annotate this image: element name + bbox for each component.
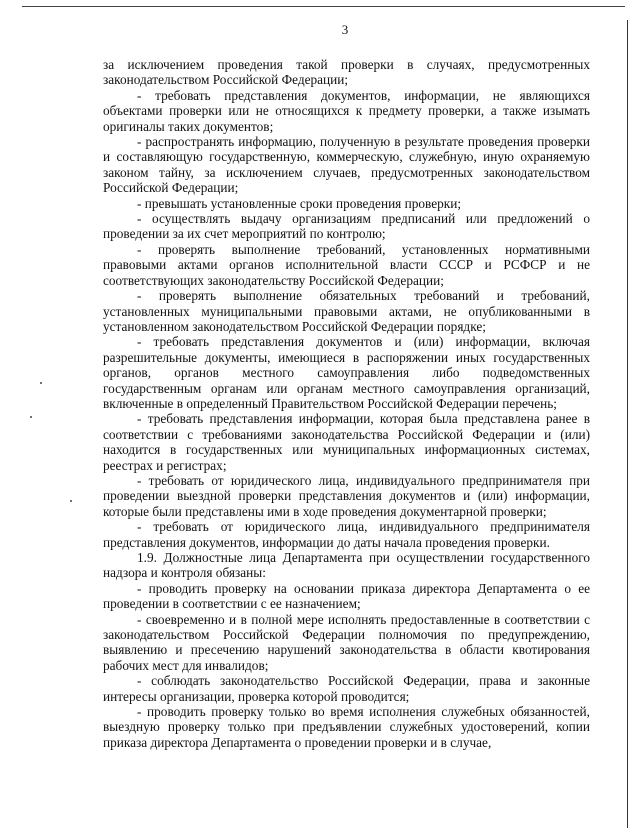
paragraph: 1.9. Должностные лица Департамента при осуществлении государственного надзора и контроля обязаны:	[103, 550, 590, 581]
paragraph: - требовать представления документов, информации, не являющихся объектами проверки или не относящихся к предмету проверки, а также изымать оригиналы таких документов;	[103, 87, 590, 134]
page-number: 3	[341, 22, 349, 37]
paragraph: - проверять выполнение обязательных требований и требований, установленных муниципальными правовыми актами, не опубликованными в установленном законодательством Российской Федерации порядке;	[103, 288, 590, 334]
paragraph: - превышать установленные сроки проведения проверки;	[137, 195, 462, 211]
paragraph: - проводить проверку только во время исполнения служебных обязанностей, выездную проверку только при предъявлении служебных удостоверений, копии приказа директора Департамента о проведении проверки и в случае,	[103, 704, 590, 750]
body-text	[103, 57, 590, 750]
paragraph: - осуществлять выдачу организациям предписаний или предложений о проведении за их счет мероприятий по контролю;	[103, 211, 590, 242]
paragraph: - своевременно и в полной мере исполнять предоставленные в соответствии с законодательством Российской Федерации полномочия по предупреждению, выявлению и пресечению нарушений законодательства в области квотирования рабочих мест для инвалидов;	[103, 611, 590, 673]
paragraph: - соблюдать законодательство Российской Федерации, права и законные интересы организации, проверка которой проводится;	[103, 673, 590, 704]
paragraph: - требовать от юридического лица, индивидуального предпринимателя при проведении выездной проверки представления документов и (или) информации, которые были представлены ими в ходе проведения документарной проверки;	[103, 472, 590, 519]
scan-right-edge	[627, 20, 628, 828]
scan-speck	[70, 500, 72, 502]
paragraph: - требовать представления информации, которая была представлена ранее в соответствии с требованиями законодательства Российской Федерации и (или) находится в государственных или муниципальных информационных системах, реестрах и регистрах;	[103, 411, 590, 473]
paragraph: - требовать представления документов и (или) информации, включая разрешительные документы, имеющиеся в распоряжении иных государственных органов, органов местного самоуправления либо подведомственных государственным органам или органам местного самоуправления организаций, включенные в определенный Правительством Российской Федерации перечень;	[103, 334, 590, 411]
paragraph: - проводить проверку на основании приказа директора Департамента о ее проведении в соответствии с ее назначением;	[103, 580, 590, 612]
paragraph: - проверять выполнение требований, установленных нормативными правовыми актами органов исполнительной власти СССР и РСФСР и не соответствующих законодательству Российской Федерации;	[103, 241, 590, 288]
scan-speck	[30, 416, 32, 418]
paragraph: за исключением проведения такой проверки в случаях, предусмотренных законодательством Российской Федерации;	[103, 57, 590, 88]
scan-top-edge	[22, 6, 625, 7]
scan-speck	[40, 382, 42, 384]
paragraph: - распространять информацию, полученную в результате проведения проверки и составляющую государственную, коммерческую, служебную, иную охраняемую законом тайну, за исключением случаев, предусмотренных законодательством Российской Федерации;	[103, 134, 590, 196]
paragraph: - требовать от юридического лица, индивидуального предпринимателя представления документов, информации до даты начала проведения проверки.	[103, 519, 590, 550]
